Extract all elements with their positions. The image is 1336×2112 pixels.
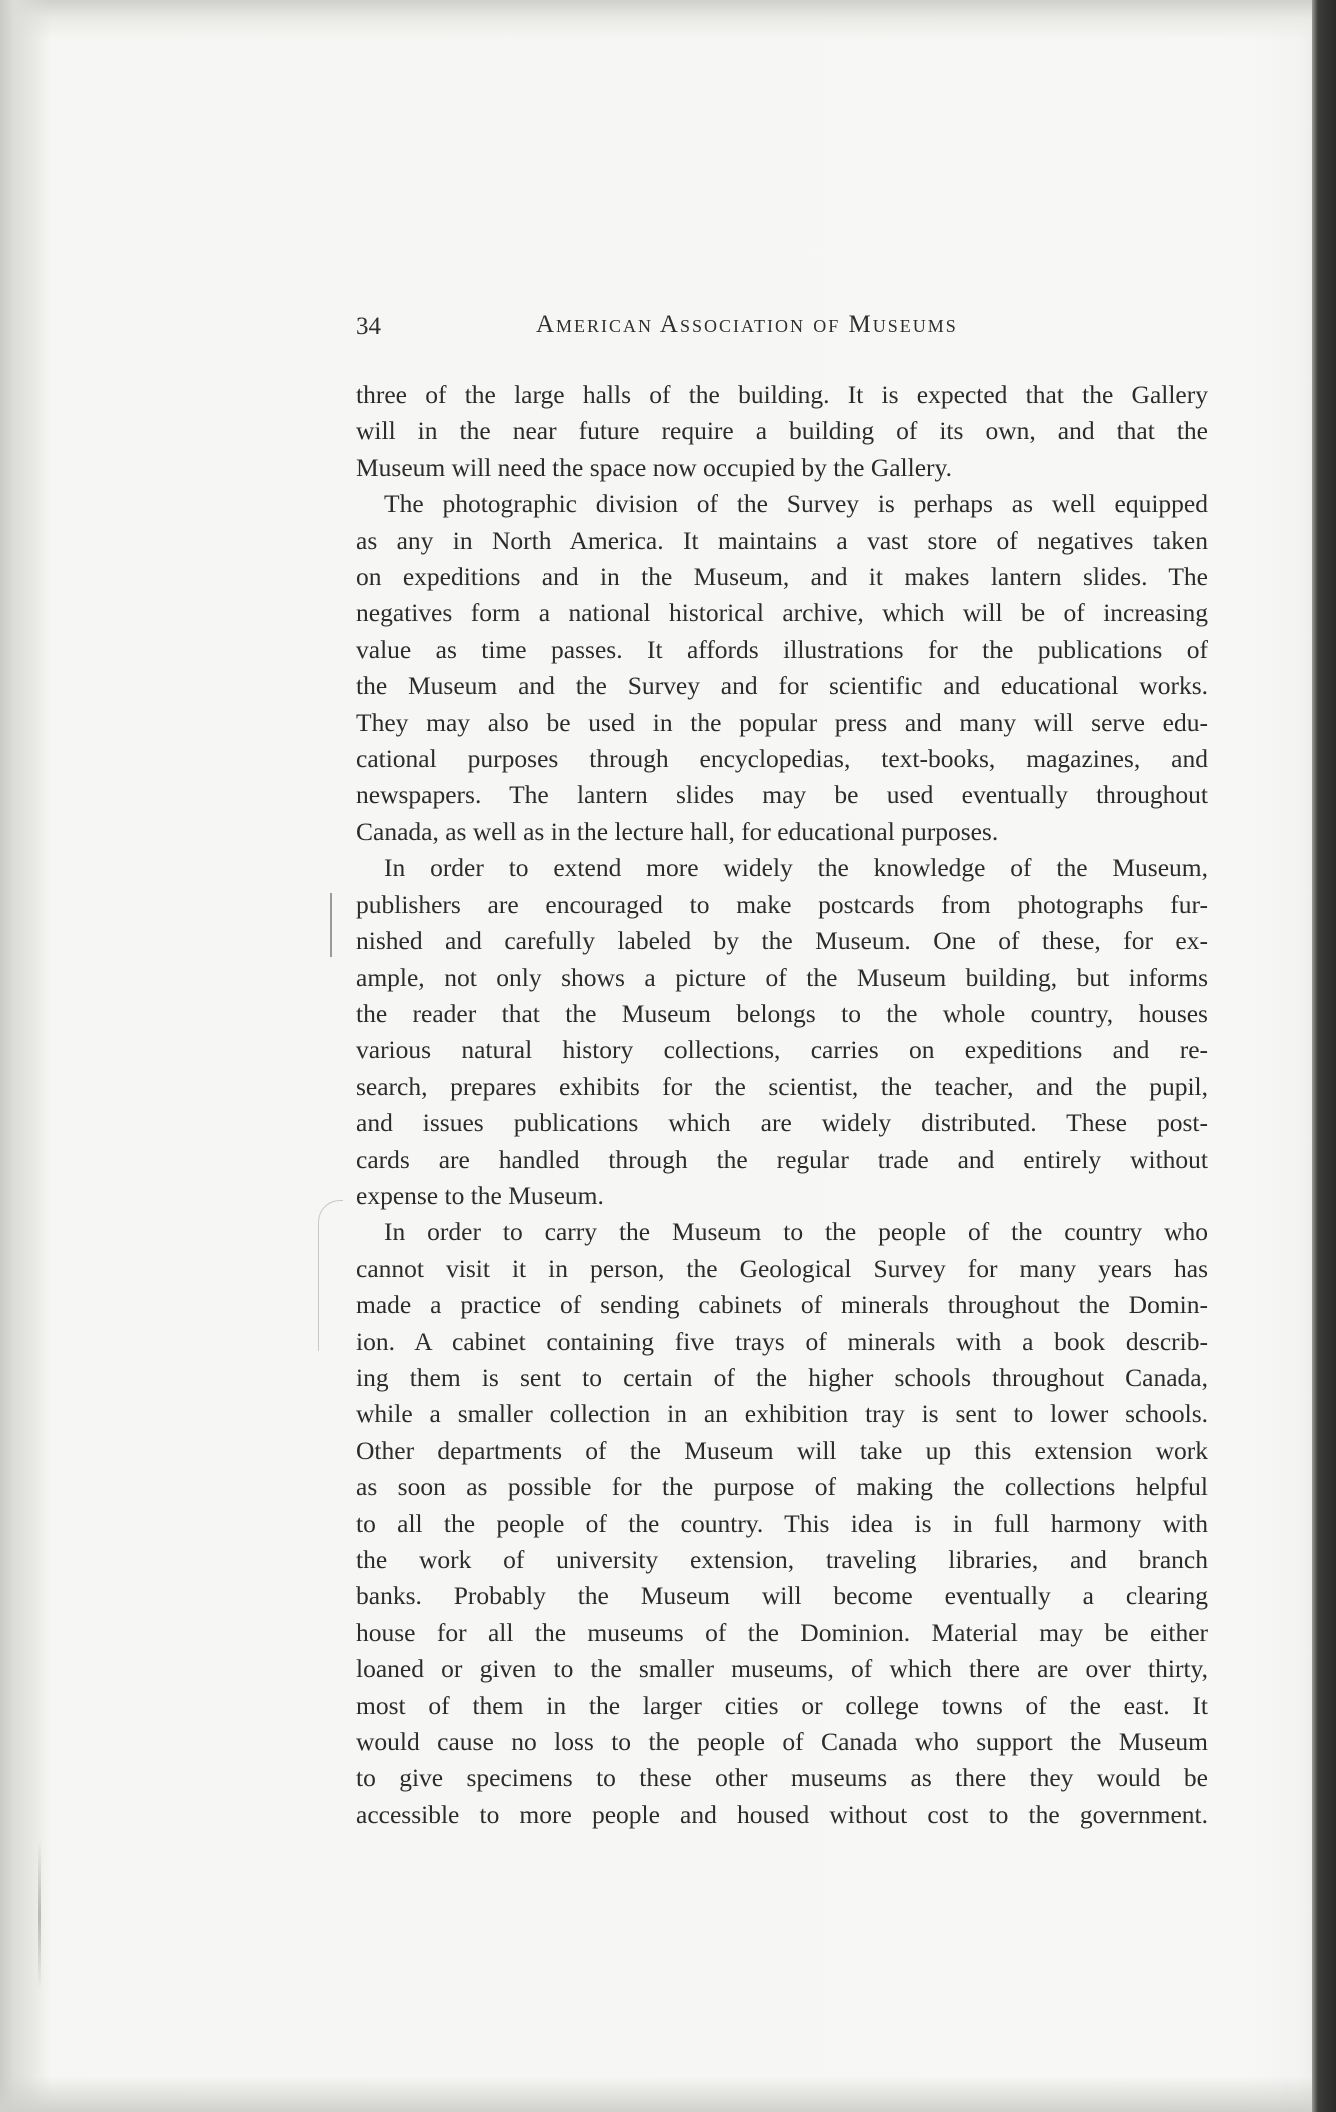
text-line: cannot visit it in person, the Geological Survey for many years has [356, 1253, 1208, 1283]
text-line: publishers are encouraged to make postcards from photographs fur- [356, 889, 1208, 919]
text-line: value as time passes. It affords illustrations for the publications of [356, 634, 1208, 664]
text-line: Canada, as well as in the lecture hall, for educational purposes. [356, 816, 999, 846]
text-line: made a practice of sending cabinets of minerals throughout the Domin- [356, 1290, 1208, 1320]
text-line: to give specimens to these other museums as there they would be [356, 1763, 1208, 1793]
text-line: Museum will need the space now occupied by the Gallery. [356, 452, 953, 482]
running-head [356, 309, 1208, 349]
text-line: newspapers. The lantern slides may be used eventually throughout [356, 780, 1208, 810]
text-line: ion. A cabinet containing five trays of minerals with a book describ- [356, 1326, 1208, 1356]
page-number: 34 [356, 313, 381, 340]
text-line: as soon as possible for the purpose of making the collections helpful [356, 1472, 1208, 1502]
text-line: expense to the Museum. [356, 1180, 604, 1210]
text-line: while a smaller collection in an exhibition tray is sent to lower schools. [356, 1399, 1208, 1429]
text-line: loaned or given to the smaller museums, of which there are over thirty, [356, 1654, 1208, 1684]
text-line: various natural history collections, carries on expeditions and re- [356, 1035, 1208, 1065]
text-line: to all the people of the country. This idea is in full harmony with [356, 1508, 1208, 1538]
text-line: the work of university extension, traveling libraries, and branch [356, 1545, 1208, 1574]
text-line: nished and carefully labeled by the Museum. One of these, for ex- [356, 926, 1208, 956]
text-line: negatives form a national historical archive, which will be of increasing [356, 598, 1208, 628]
text-line: ample, not only shows a picture of the Museum building, but informs [356, 962, 1208, 992]
text-line: and issues publications which are widely distributed. These post- [356, 1108, 1208, 1138]
text-line: The photographic division of the Survey is perhaps as well equipped [384, 489, 1208, 519]
text-line: In order to extend more widely the knowledge of the Museum, [384, 853, 1208, 883]
text-line: In order to carry the Museum to the people of the country who [384, 1217, 1208, 1247]
paragraph-2 [356, 486, 1208, 850]
paragraph-1 [356, 377, 1208, 486]
page-scuff-mark [38, 1840, 41, 1990]
body-text [356, 377, 1208, 1833]
text-line: the Museum and the Survey and for scientific and educational works. [356, 671, 1208, 701]
margin-pencil-curve [318, 1200, 343, 1351]
text-line: most of them in the larger cities or college towns of the east. It [356, 1690, 1208, 1720]
page-left-edge [0, 0, 52, 2112]
page-right-shadow [1312, 0, 1336, 2112]
text-line: will in the near future require a building of its own, and that the [356, 416, 1208, 446]
text-line: They may also be used in the popular press and many will serve edu- [356, 707, 1208, 737]
header-title: American Association of Museums [536, 311, 958, 338]
text-line: cational purposes through encyclopedias, text-books, magazines, and [356, 744, 1208, 774]
page-bottom-edge [0, 2076, 1312, 2112]
paragraph-3 [356, 850, 1208, 1214]
text-line: as any in North America. It maintains a vast store of negatives taken [356, 525, 1208, 555]
text-line: search, prepares exhibits for the scientist, the teacher, and the pupil, [356, 1071, 1208, 1101]
text-line: on expeditions and in the Museum, and it makes lantern slides. The [356, 562, 1208, 592]
text-line: cards are handled through the regular trade and entirely without [356, 1144, 1208, 1174]
text-line: three of the large halls of the building. It is expected that the Gallery [356, 380, 1208, 409]
margin-pencil-mark [330, 893, 332, 957]
text-line: the reader that the Museum belongs to the whole country, houses [356, 998, 1208, 1028]
page-top-edge [0, 0, 1312, 40]
paragraph-4 [356, 1214, 1208, 1833]
text-line: house for all the museums of the Dominion. Material may be either [356, 1617, 1208, 1647]
text-line: ing them is sent to certain of the higher schools throughout Canada, [356, 1362, 1208, 1392]
text-line: banks. Probably the Museum will become eventually a clearing [356, 1581, 1208, 1611]
text-line: Other departments of the Museum will take up this extension work [356, 1435, 1208, 1465]
text-line: would cause no loss to the people of Canada who support the Museum [356, 1727, 1208, 1757]
text-line: accessible to more people and housed without cost to the government. [356, 1799, 1208, 1829]
